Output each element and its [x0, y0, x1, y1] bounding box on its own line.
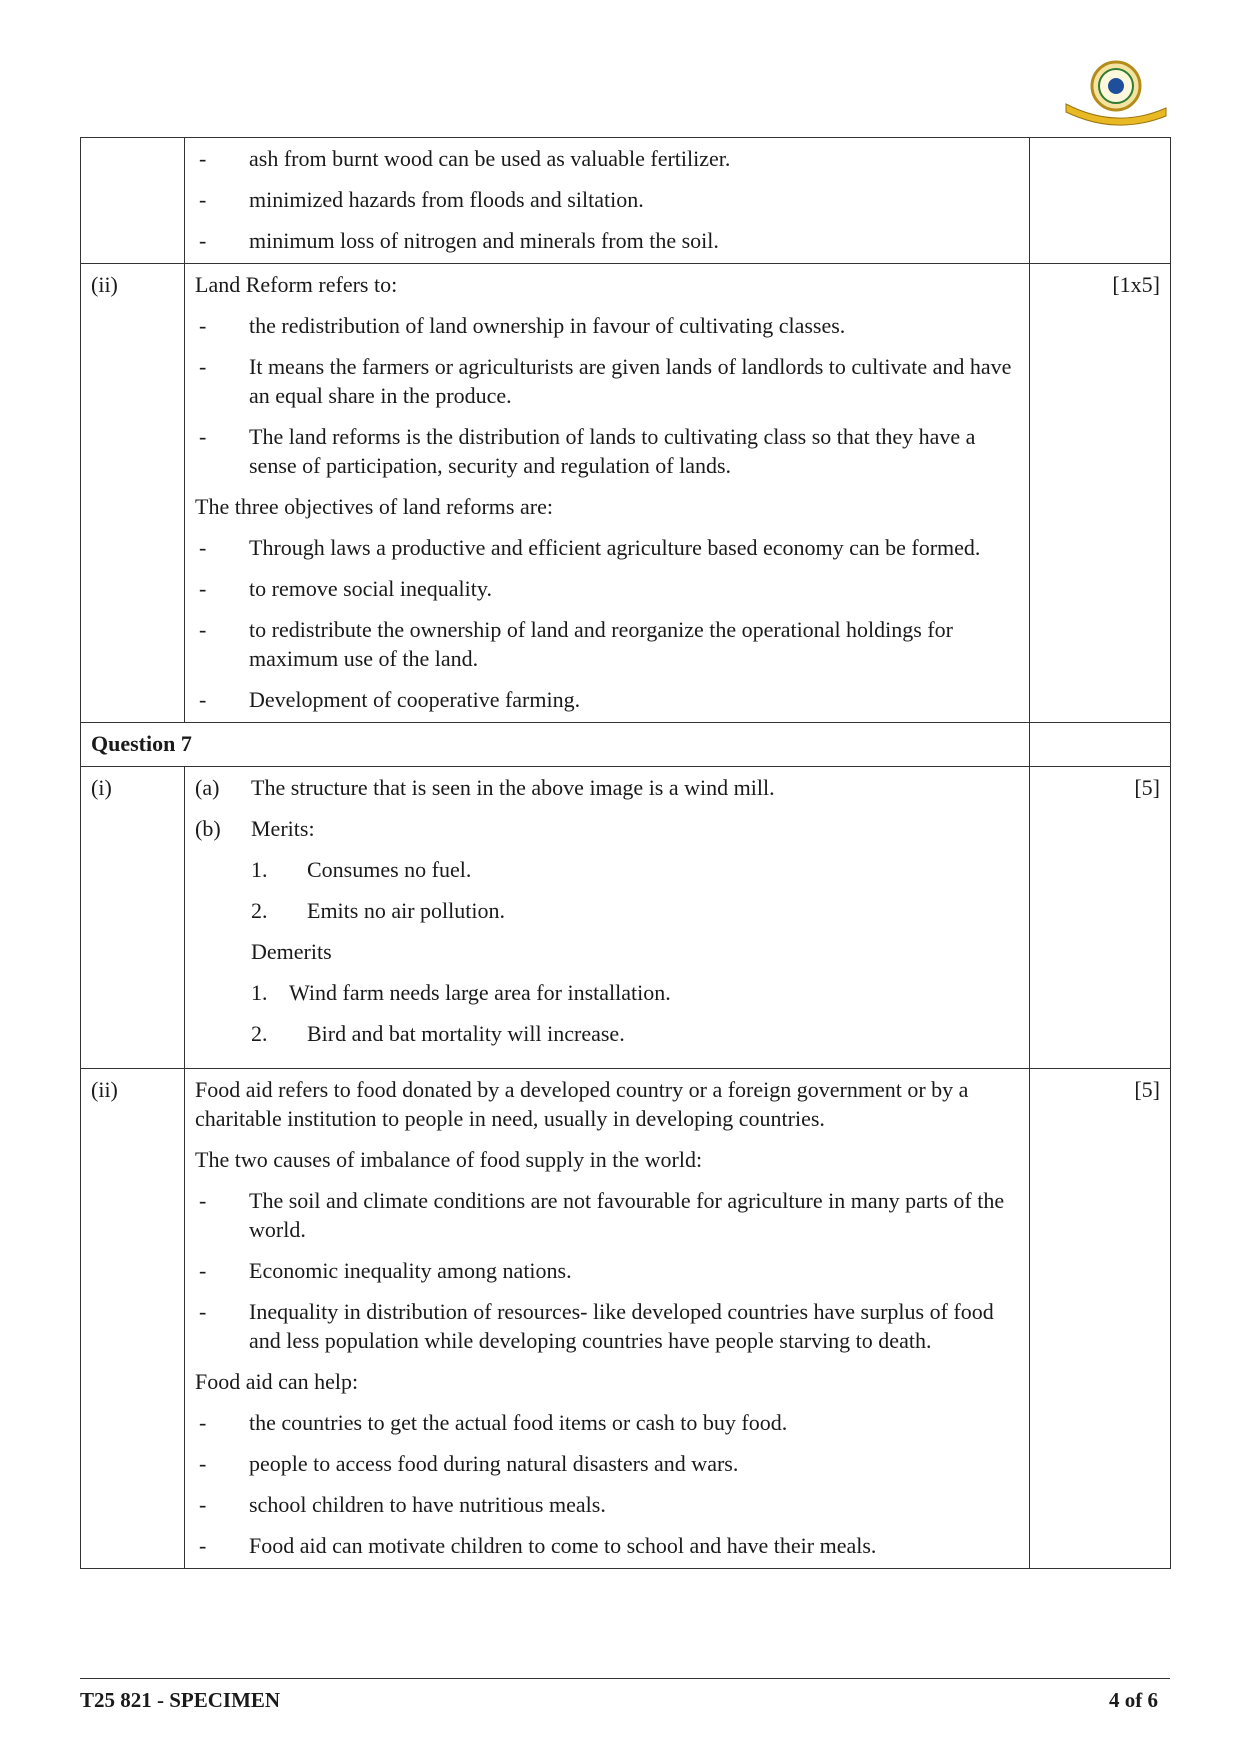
help-heading: Food aid can help:: [195, 1369, 359, 1394]
q7-ii-marks: [5]: [1030, 1069, 1171, 1569]
question-7-marks-cell: [1030, 723, 1171, 767]
merit-item: 1. Consumes no fuel.: [251, 857, 472, 882]
list-item: - Inequality in distribution of resources- like developed countries have surplus of food and less population while developing countries have people starving to death.: [195, 1297, 1019, 1355]
demerits-label: Demerits: [251, 939, 332, 964]
list-item: - the countries to get the actual food items or cash to buy food.: [195, 1408, 1019, 1437]
continuation-answer-cell: [185, 138, 1030, 264]
dash: -: [199, 1492, 207, 1517]
causes-heading: The two causes of imbalance of food supply in the world:: [195, 1147, 703, 1172]
dash: -: [199, 354, 207, 379]
list-item: - Economic inequality among nations.: [195, 1256, 1019, 1285]
dash: -: [199, 1299, 207, 1324]
q6-ii-marks: [1x5]: [1030, 264, 1171, 723]
list-item: - It means the farmers or agriculturists are given lands of landlords to cultivate and have an equal share in the produce.: [195, 352, 1019, 410]
list-item: - school children to have nutritious meals.: [195, 1490, 1019, 1519]
page-number: 4 of 6: [1109, 1688, 1158, 1712]
list-item: - Food aid can motivate children to come to school and have their meals.: [195, 1531, 1019, 1560]
objectives-heading: The three objectives of land reforms are:: [195, 494, 553, 519]
food-aid-definition: Food aid refers to food donated by a developed country or a foreign government or by a charitable institution to people in need, usually in developing countries.: [195, 1077, 969, 1131]
land-reform-intro: Land Reform refers to:: [195, 272, 398, 297]
list-item: - ash from burnt wood can be used as valuable fertilizer.: [195, 144, 1019, 173]
q6-ii-number: (ii): [81, 264, 185, 723]
dash: -: [199, 1533, 207, 1558]
list-item: - The land reforms is the distribution of lands to cultivating class so that they have a sense of participation, security and regulation of lands.: [195, 422, 1019, 480]
q6-ii-answer-cell: [185, 264, 1030, 723]
dash: -: [199, 146, 207, 171]
dash: -: [199, 1188, 207, 1213]
dash: -: [199, 1410, 207, 1435]
list-item: - people to access food during natural disasters and wars.: [195, 1449, 1019, 1478]
continuation-row: [81, 138, 1171, 264]
dash: -: [199, 687, 207, 712]
part-b: (b) Merits:: [195, 816, 315, 841]
answer-table: [80, 137, 1171, 1569]
part-a: (a) The structure that is seen in the above image is a wind mill.: [195, 775, 775, 800]
dash: -: [199, 576, 207, 601]
q7-ii-answer-cell: [185, 1069, 1030, 1569]
dash: -: [199, 1258, 207, 1283]
list-item: - The soil and climate conditions are not favourable for agriculture in many parts of the world.: [195, 1186, 1019, 1244]
q7-i-answer-cell: [185, 767, 1030, 1069]
list-item: - minimum loss of nitrogen and minerals from the soil.: [195, 226, 1019, 255]
q7-i-row: [81, 767, 1171, 1069]
continuation-number-cell: [81, 138, 185, 264]
dash: -: [199, 228, 207, 253]
list-item: - to redistribute the ownership of land and reorganize the operational holdings for maximum use of the land.: [195, 615, 1019, 673]
list-item: - Development of cooperative farming.: [195, 685, 1019, 714]
dash: -: [199, 424, 207, 449]
dash: -: [199, 1451, 207, 1476]
q7-i-number: (i): [81, 767, 185, 1069]
question-7-heading: Question 7: [81, 723, 1030, 767]
list-item: - to remove social inequality.: [195, 574, 1019, 603]
demerit-item: 1. Wind farm needs large area for installation.: [251, 980, 671, 1005]
footer-divider: [80, 1678, 1170, 1679]
question-7-heading-row: [81, 723, 1171, 767]
q7-i-marks: [5]: [1030, 767, 1171, 1069]
cisce-emblem-icon: [1062, 52, 1170, 132]
q7-ii-number: (ii): [81, 1069, 185, 1569]
dash: -: [199, 535, 207, 560]
list-item: - minimized hazards from floods and siltation.: [195, 185, 1019, 214]
q6-ii-row: [81, 264, 1171, 723]
dash: -: [199, 617, 207, 642]
list-item: - the redistribution of land ownership in favour of cultivating classes.: [195, 311, 1019, 340]
footer-code: T25 821 - SPECIMEN: [80, 1688, 281, 1712]
merit-item: 2. Emits no air pollution.: [251, 898, 505, 923]
demerit-item: 2. Bird and bat mortality will increase.: [251, 1021, 625, 1046]
list-item: - Through laws a productive and efficient agriculture based economy can be formed.: [195, 533, 1019, 562]
dash: -: [199, 313, 207, 338]
dash: -: [199, 187, 207, 212]
continuation-marks-cell: [1030, 138, 1171, 264]
q7-ii-row: [81, 1069, 1171, 1569]
